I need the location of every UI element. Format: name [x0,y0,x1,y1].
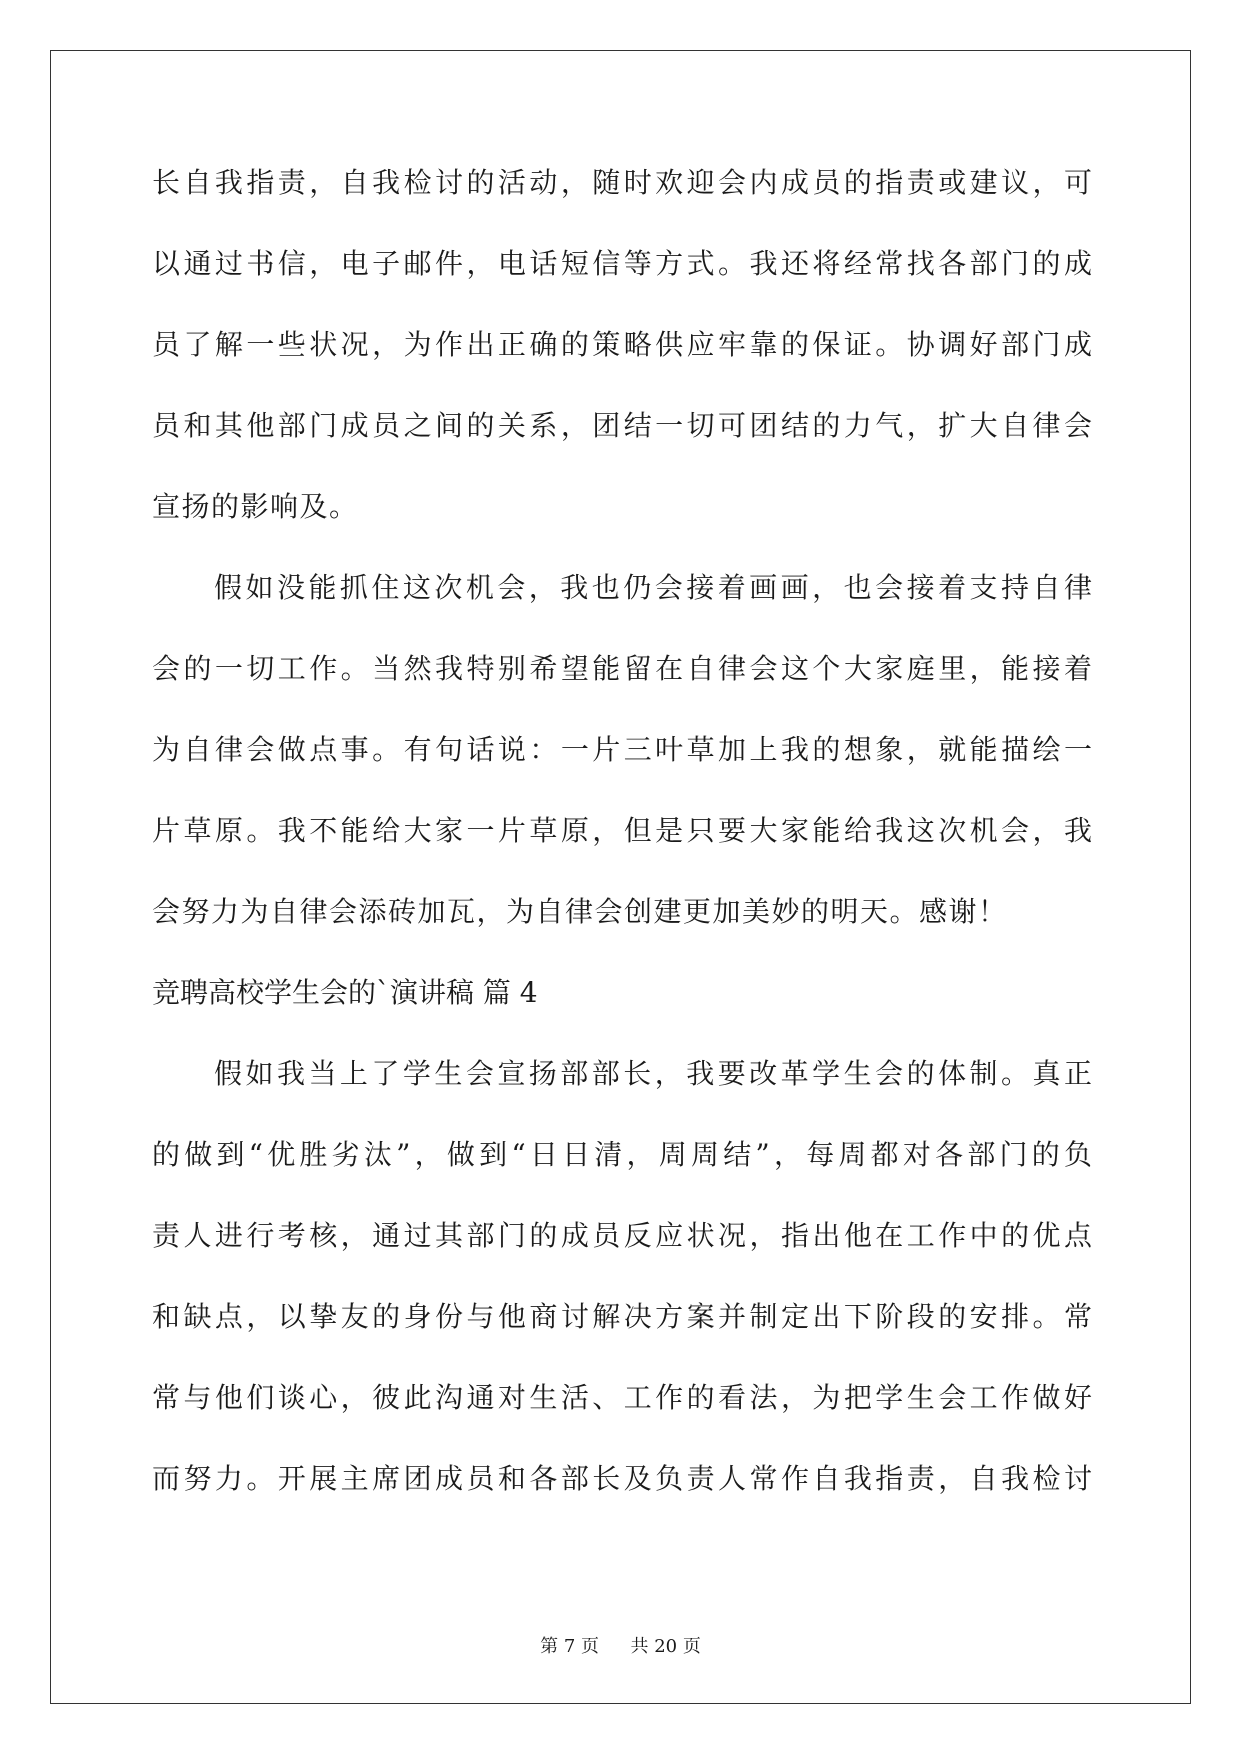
text-line: 责人进行考核，通过其部门的成员反应状况，指出他在工作中的优点 [152,1219,1092,1252]
text-line: 片草原。我不能给大家一片草原，但是只要大家能给我这次机会，我 [152,814,1092,847]
text-line: 员了解一些状况，为作出正确的策略供应牢靠的保证。协调好部门成 [152,328,1092,361]
paragraph-first-line: 假如我当上了学生会宣扬部部长，我要改革学生会的体制。真正 [214,1057,1092,1090]
text-line: 以通过书信，电子邮件，电话短信等方式。我还将经常找各部门的成 [152,247,1092,280]
text-line: 的做到“优胜劣汰”，做到“日日清，周周结”，每周都对各部门的负 [152,1138,1092,1171]
text-line: 会的一切工作。当然我特别希望能留在自律会这个大家庭里，能接着 [152,652,1092,685]
document-body [152,158,1092,1535]
section-heading: 竞聘高校学生会的`演讲稿 篇 4 [152,976,538,1009]
text-line: 宣扬的影响及。 [152,490,359,523]
page-total: 共 20 页 [630,1636,701,1657]
text-line: 和缺点，以挚友的身份与他商讨解决方案并制定出下阶段的安排。常 [152,1300,1092,1333]
paragraph-first-line: 假如没能抓住这次机会，我也仍会接着画画，也会接着支持自律 [214,571,1092,604]
text-line: 而努力。开展主席团成员和各部长及负责人常作自我指责，自我检讨 [152,1462,1092,1495]
text-line: 为自律会做点事。有句话说：一片三叶草加上我的想象，就能描绘一 [152,733,1092,766]
text-line: 长自我指责，自我检讨的活动，随时欢迎会内成员的指责或建议，可 [152,166,1092,199]
text-line: 会努力为自律会添砖加瓦，为自律会创建更加美妙的明天。感谢！ [152,895,1008,928]
text-line: 常与他们谈心，彼此沟通对生活、工作的看法，为把学生会工作做好 [152,1381,1092,1414]
page-footer [0,1632,1241,1658]
text-line: 员和其他部门成员之间的关系，团结一切可团结的力气，扩大自律会 [152,409,1092,442]
page-number: 第 7 页 [540,1636,600,1657]
